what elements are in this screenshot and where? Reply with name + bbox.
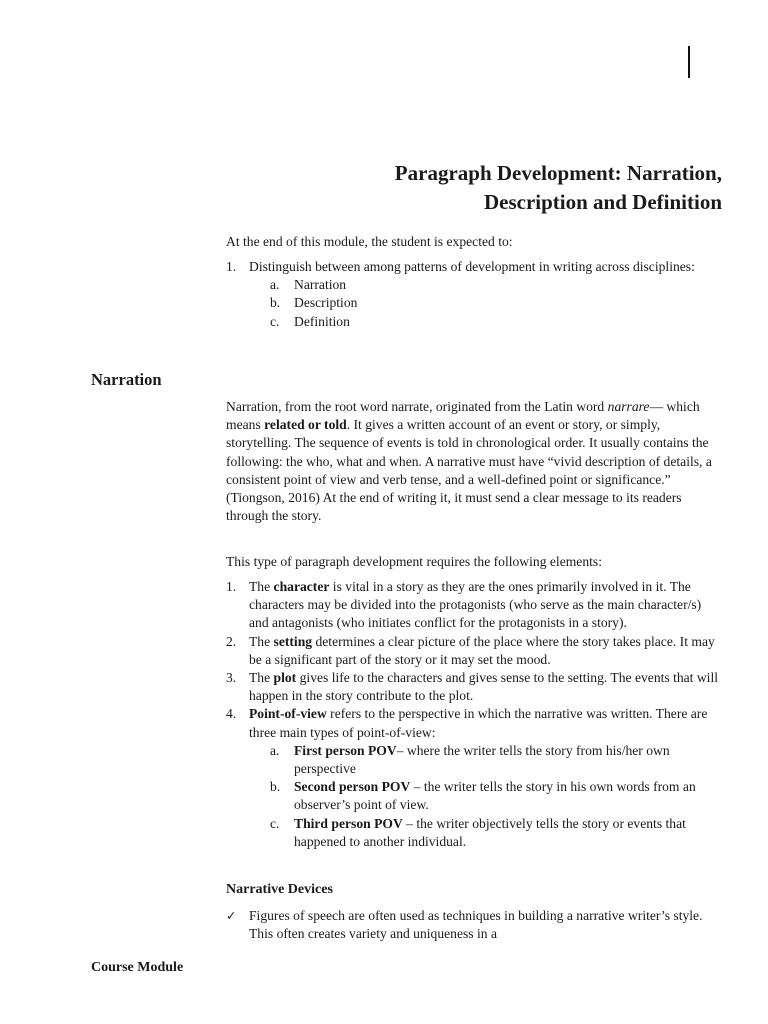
subitem-text: Definition xyxy=(294,313,350,329)
narration-paragraph xyxy=(226,398,722,525)
objective-subitem xyxy=(270,276,726,294)
text-run: — which means xyxy=(226,399,700,433)
element-term: character xyxy=(273,579,330,594)
objective-sublist xyxy=(270,276,726,331)
elements-intro: This type of paragraph development requires the following elements: xyxy=(226,554,602,569)
subitem-letter: b. xyxy=(270,295,281,311)
elements-list xyxy=(226,578,724,851)
page-title-line-2: Description and Definition xyxy=(483,190,722,215)
pov-text: – the writer objectively tells the story or events that happened to another individual. xyxy=(294,815,686,849)
element-number: 3. xyxy=(226,670,237,686)
text-run: The xyxy=(249,633,274,649)
subitem-letter: a. xyxy=(270,277,280,293)
element-item xyxy=(226,705,724,851)
objective-text: Distinguish between among patterns of development in writing across disciplines: xyxy=(249,259,695,274)
element-number: 1. xyxy=(226,579,237,594)
objective-subitem xyxy=(270,313,726,331)
element-term: plot xyxy=(273,670,297,686)
pov-letter: a. xyxy=(270,742,280,758)
pov-list xyxy=(270,742,724,851)
section-heading-narration: Narration xyxy=(91,370,162,389)
objectives-list xyxy=(226,258,726,331)
objective-number: 1. xyxy=(226,259,237,274)
intro-sentence: At the end of this module, the student is expected to: xyxy=(226,234,513,249)
pov-item xyxy=(270,815,724,851)
pov-term: First person POV xyxy=(294,742,397,758)
objective-item xyxy=(226,258,726,331)
subitem-letter: c. xyxy=(270,313,280,329)
emphasis-text: related or told xyxy=(264,417,347,433)
device-text: Figures of speech are often used as techniques in building a narrative writer’s style. This often creates variety and uniqueness in a xyxy=(249,908,703,942)
element-item xyxy=(226,578,724,633)
subheading-narrative-devices: Narrative Devices xyxy=(226,882,333,897)
text-run: . It gives a written account of an event or story, or simply, storytelling. The sequence of events is told in chronological order. It usually contains the following: the who, what and when. A narrative must have “vivid description of details, a consistent point of view and verb tense, and a well-defined point or significance.” (Tiongson, 2016) At the end of writing it, it must send a clear message to its readers through the story. xyxy=(226,417,712,524)
element-item xyxy=(226,669,724,705)
devices-list xyxy=(226,907,724,943)
pov-letter: c. xyxy=(270,815,280,831)
pov-text: – the writer tells the story in his own words from an observer’s point of view. xyxy=(294,779,696,813)
subitem-text: Description xyxy=(294,295,358,311)
latin-word: narrare xyxy=(607,399,650,414)
pov-letter: b. xyxy=(270,779,281,795)
element-term: Point-of-view xyxy=(249,706,327,722)
pov-term: Third person POV xyxy=(294,815,403,831)
text-run: gives life to the characters and gives sense to the setting. The events that will happen in the story contribute to the plot. xyxy=(249,670,719,704)
objective-subitem xyxy=(270,294,726,312)
page-title xyxy=(202,159,722,217)
text-run: refers to the perspective in which the narrative was written. There are three main types of point-of-view: xyxy=(249,706,708,740)
pov-item xyxy=(270,778,724,814)
text-run: Narration, from the root word narrate, originated from the Latin word xyxy=(226,399,608,414)
device-item xyxy=(226,907,724,943)
element-number: 2. xyxy=(226,633,237,649)
page-corner-mark xyxy=(688,46,690,78)
subitem-text: Narration xyxy=(294,277,347,293)
element-item xyxy=(226,633,724,669)
text-run: is vital in a story as they are the ones primarily involved in it. The characters may be divided into the protagonists (who serve as the main character/s) and antagonists (who initiates conflict for the protagonists in a story). xyxy=(249,579,702,631)
pov-text: – where the writer tells the story from his/her own perspective xyxy=(294,742,670,777)
text-run: determines a clear picture of the place where the story takes place. It may be a significant part of the story or it may set the mood. xyxy=(249,633,715,667)
text-run: The xyxy=(249,579,274,594)
pov-term: Second person POV xyxy=(294,779,411,795)
page-title-line-1: Paragraph Development: Narration, xyxy=(394,161,722,186)
footer-label: Course Module xyxy=(91,960,184,975)
element-term: setting xyxy=(273,633,313,649)
text-run: The xyxy=(249,670,274,686)
checkmark-icon: ✓ xyxy=(226,908,237,923)
pov-item xyxy=(270,742,724,778)
element-number: 4. xyxy=(226,706,237,722)
